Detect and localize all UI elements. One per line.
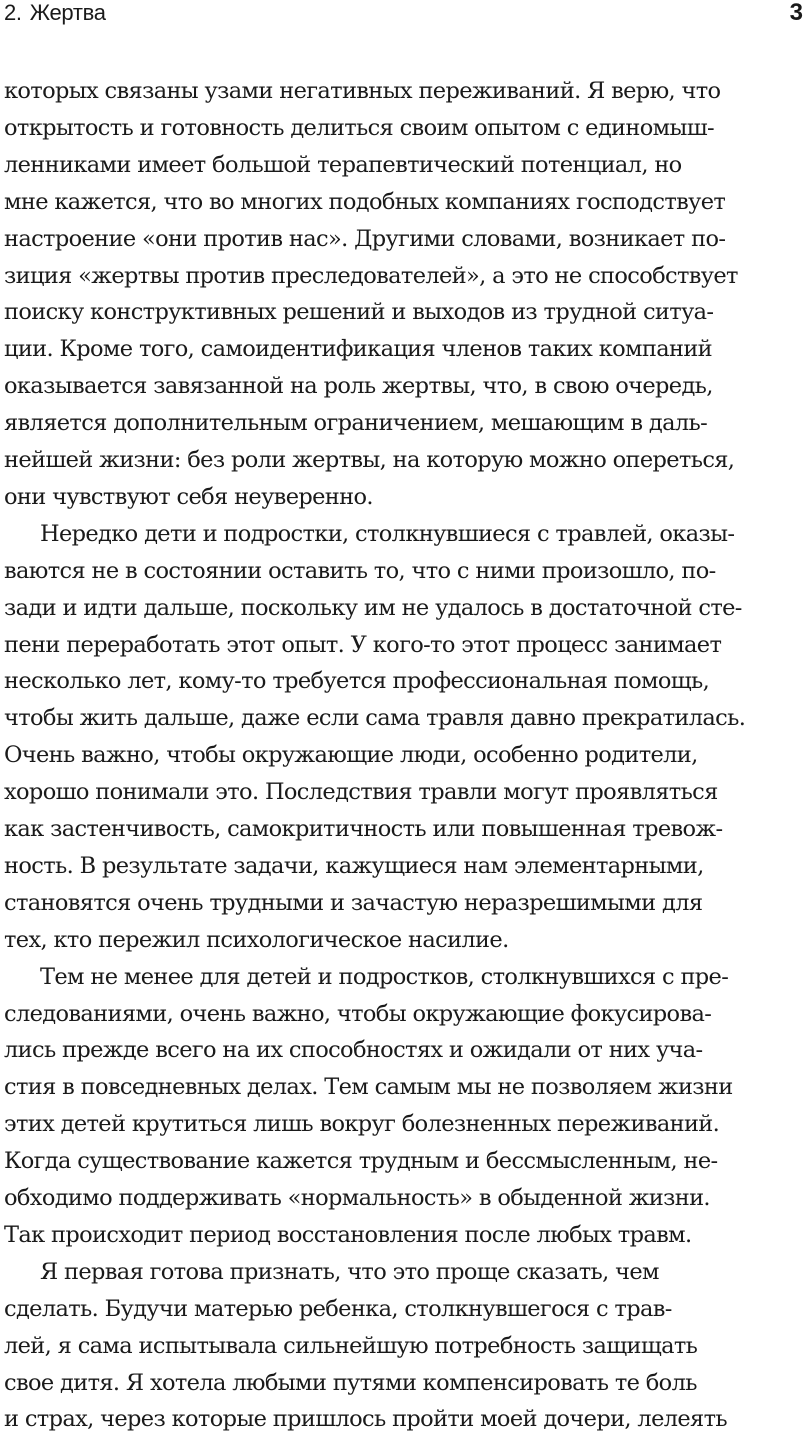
text-line: Я первая готова признать, что это проще сказать, чем bbox=[40, 1258, 659, 1285]
chapter-heading bbox=[4, 0, 106, 26]
text-line: обходимо поддерживать «нормальность» в обыденной жизни. bbox=[4, 1185, 710, 1211]
text-line: этих детей крутиться лишь вокруг болезненных переживаний. bbox=[4, 1111, 720, 1138]
text-line: Тем не менее для детей и подростков, столкнувшихся с пре- bbox=[40, 963, 729, 990]
text-line: как застенчивость, самокритичность или повышенная тревож- bbox=[4, 816, 723, 842]
text-line: лись прежде всего на их способностях и ожидали от них уча- bbox=[4, 1037, 703, 1064]
text-line: открытость и готовность делиться своим опытом с единомыш- bbox=[4, 114, 714, 141]
text-line: зиция «жертвы против преследователей», а это не способствует bbox=[4, 262, 738, 289]
text-line: является дополнительным ограничением, мешающим в даль- bbox=[4, 410, 708, 437]
text-line: Так происходит период восстановления после любых травм. bbox=[4, 1221, 692, 1248]
text-line: ленниками имеет большой терапевтический потенциал, но bbox=[4, 151, 682, 178]
text-line: ции. Кроме того, самоидентификация членов таких компаний bbox=[4, 336, 713, 363]
text-line: поиску конструктивных решений и выходов из трудной ситуа- bbox=[4, 299, 714, 326]
text-line: и страх, через которые пришлось пройти моей дочери, лелеять bbox=[4, 1406, 727, 1433]
running-head bbox=[0, 0, 803, 30]
text-line: стия в повседневных делах. Тем самым мы не позволяем жизни bbox=[4, 1074, 733, 1101]
text-line: зади и идти дальше, поскольку им не удалось в достаточной сте- bbox=[4, 594, 742, 621]
text-line: тех, кто пережил психологическое насилие. bbox=[4, 926, 509, 953]
chapter-number: 2. bbox=[4, 0, 22, 25]
text-line: свое дитя. Я хотела любыми путями компенсировать те боль bbox=[4, 1369, 697, 1396]
text-line: нейшей жизни: без роли жертвы, на которую можно опереться, bbox=[4, 447, 735, 473]
text-line: настроение «они против нас». Другими словами, возникает по- bbox=[4, 225, 726, 252]
text-line: которых связаны узами негативных переживаний. Я верю, что bbox=[4, 78, 721, 104]
text-line: пени переработать этот опыт. У кого-то этот процесс занимает bbox=[4, 631, 722, 658]
text-line: хорошо понимали это. Последствия травли могут проявляться bbox=[4, 779, 718, 806]
text-line: мне кажется, что во многих подобных компаниях господствует bbox=[4, 188, 726, 215]
text-line: Нередко дети и подростки, столкнувшиеся с травлей, оказы- bbox=[40, 520, 735, 547]
text-line: лей, я сама испытывала сильнейшую потребность защищать bbox=[4, 1332, 698, 1359]
chapter-title: Жертва bbox=[29, 0, 106, 25]
page-number: 3 bbox=[789, 0, 803, 26]
text-line: оказывается завязанной на роль жертвы, что, в свою очередь, bbox=[4, 373, 713, 400]
text-line: становятся очень трудными и зачастую неразрешимыми для bbox=[4, 889, 703, 916]
text-line: чтобы жить дальше, даже если сама травля давно прекратилась. bbox=[4, 705, 746, 732]
text-line: ность. В результате задачи, кажущиеся нам элементарными, bbox=[4, 852, 704, 879]
text-line: ваются не в состоянии оставить то, что с ними произошло, по- bbox=[4, 557, 716, 584]
text-line: следованиями, очень важно, чтобы окружающие фокусирова- bbox=[4, 1000, 712, 1027]
text-line: они чувствуют себя неуверенно. bbox=[4, 483, 373, 510]
text-line: сделать. Будучи матерью ребенка, столкнувшегося с трав- bbox=[4, 1295, 672, 1322]
text-line: Когда существование кажется трудным и бессмысленным, не- bbox=[4, 1148, 718, 1175]
text-line: несколько лет, кому-то требуется профессиональная помощь, bbox=[4, 668, 710, 695]
text-line: Очень важно, чтобы окружающие люди, особенно родители, bbox=[4, 742, 698, 769]
